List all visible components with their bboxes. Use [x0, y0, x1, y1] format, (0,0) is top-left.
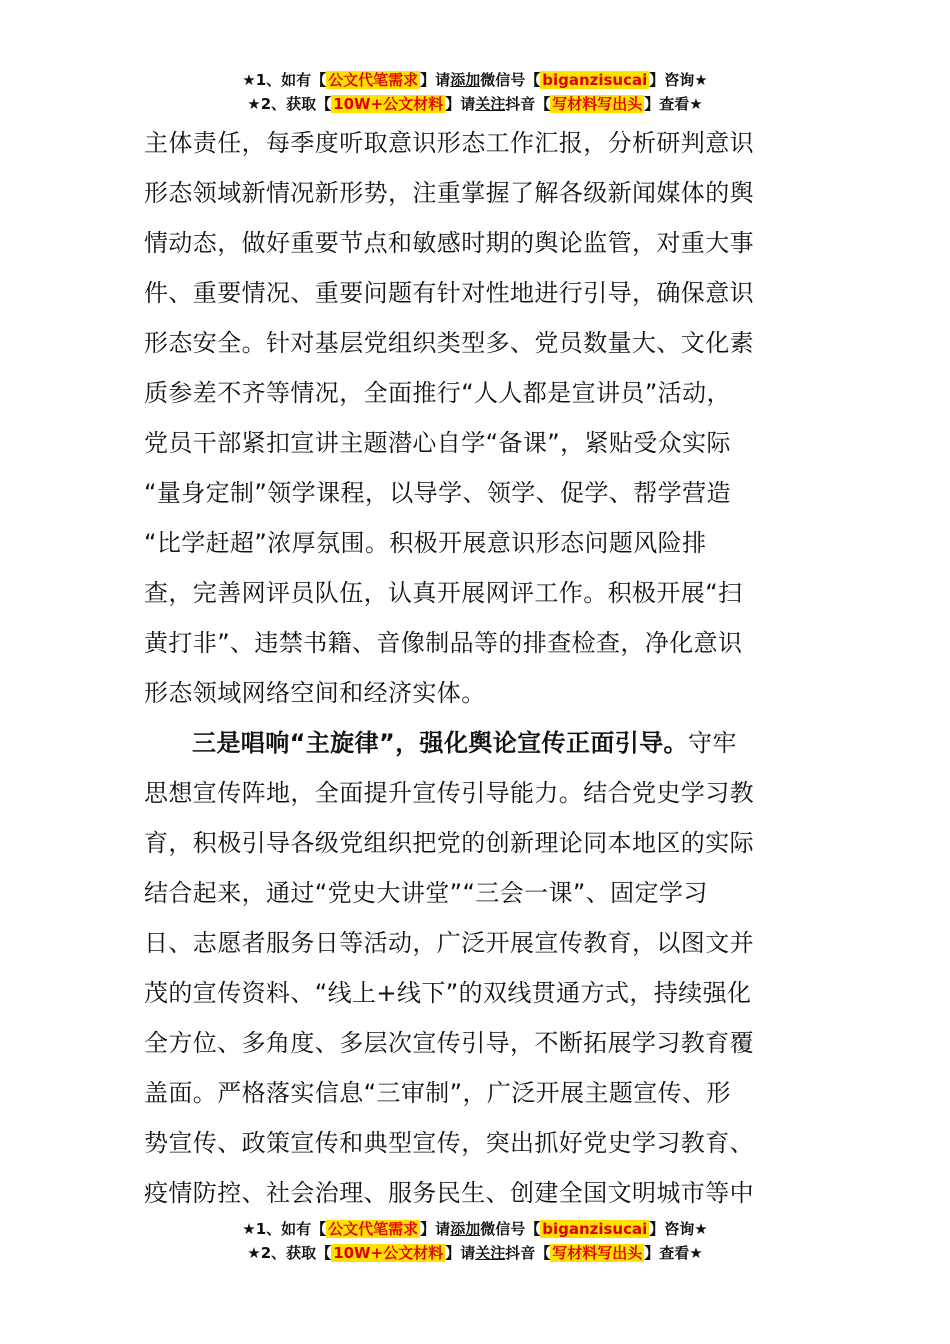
text-line: “比学赶超”浓厚氛围。积极开展意识形态问题风险排: [144, 529, 707, 557]
text-line: “量身定制”领学课程，以导学、领学、促学、帮学营造: [144, 479, 731, 507]
banner-highlight: 公文代笔需求: [328, 1220, 419, 1238]
banner-highlight: 10W+公文材料: [333, 1244, 444, 1262]
wechat-id: biganzisucai: [542, 71, 648, 89]
header-banner: [0, 68, 950, 116]
text-line: 思想宣传阵地，全面提升宣传引导能力。结合党史学习教: [144, 779, 754, 807]
text-line: 育，积极引导各级党组织把党的创新理论同本地区的实际: [144, 829, 754, 857]
text-line: 日、志愿者服务日等活动，广泛开展宣传教育，以图文并: [144, 929, 754, 957]
text-line: 主体责任，每季度听取意识形态工作汇报，分析研判意识: [144, 129, 754, 157]
text-line: 全方位、多角度、多层次宣传引导，不断拓展学习教育覆: [144, 1029, 754, 1057]
text-line: 党员干部紧扣宣讲主题潜心自学“备课”，紧贴受众实际: [144, 429, 731, 457]
footer-banner: [0, 1217, 950, 1265]
document-body: [144, 118, 824, 1218]
text-line: 盖面。严格落实信息“三审制”，广泛开展主题宣传、形: [144, 1079, 731, 1107]
banner-line-2: ★2、获取【 10W+公文材料 】请关注抖音【 写材料写出头 】查看★: [247, 1244, 703, 1262]
text-line: 疫情防控、社会治理、服务民生、创建全国文明城市等中: [144, 1179, 754, 1207]
banner-line-1: ★1、如有【 公文代笔需求 】请添加微信号【 biganzisucai 】咨询★: [242, 1220, 708, 1238]
text-line: 结合起来，通过“党史大讲堂”“三会一课”、固定学习: [144, 879, 708, 907]
banner-highlight: 公文代笔需求: [328, 71, 419, 89]
text-line: 件、重要情况、重要问题有针对性地进行引导，确保意识: [144, 279, 754, 307]
paragraph-heading-line: 三是唱响“主旋律”，强化舆论宣传正面引导。守牢: [192, 729, 737, 757]
douyin-account: 写材料写出头: [552, 1244, 643, 1262]
wechat-id: biganzisucai: [542, 1220, 648, 1238]
paragraph-heading: 三是唱响“主旋律”，强化舆论宣传正面引导。: [192, 729, 688, 757]
text-line: 质参差不齐等情况，全面推行“人人都是宣讲员”活动，: [144, 379, 731, 407]
text-line: 黄打非”、违禁书籍、音像制品等的排查检查，净化意识: [144, 629, 743, 657]
douyin-account: 写材料写出头: [552, 95, 643, 113]
banner-line-2: ★2、获取【 10W+公文材料 】请关注抖音【 写材料写出头 】查看★: [247, 95, 703, 113]
text-line: 形态领域新情况新形势，注重掌握了解各级新闻媒体的舆: [144, 179, 754, 207]
banner-highlight: 10W+公文材料: [333, 95, 444, 113]
text-line: 形态安全。针对基层党组织类型多、党员数量大、文化素: [144, 329, 754, 357]
text-line: 形态领域网络空间和经济实体。: [144, 679, 486, 707]
text-line: 情动态，做好重要节点和敏感时期的舆论监管，对重大事: [144, 229, 754, 257]
text-line: 势宣传、政策宣传和典型宣传，突出抓好党史学习教育、: [144, 1129, 754, 1157]
banner-line-1: ★1、如有【 公文代笔需求 】请添加微信号【 biganzisucai 】咨询★: [242, 71, 708, 89]
text-line: 查，完善网评员队伍，认真开展网评工作。积极开展“扫: [144, 579, 743, 607]
text-line: 茂的宣传资料、“线上+线下”的双线贯通方式，持续强化: [144, 979, 752, 1007]
